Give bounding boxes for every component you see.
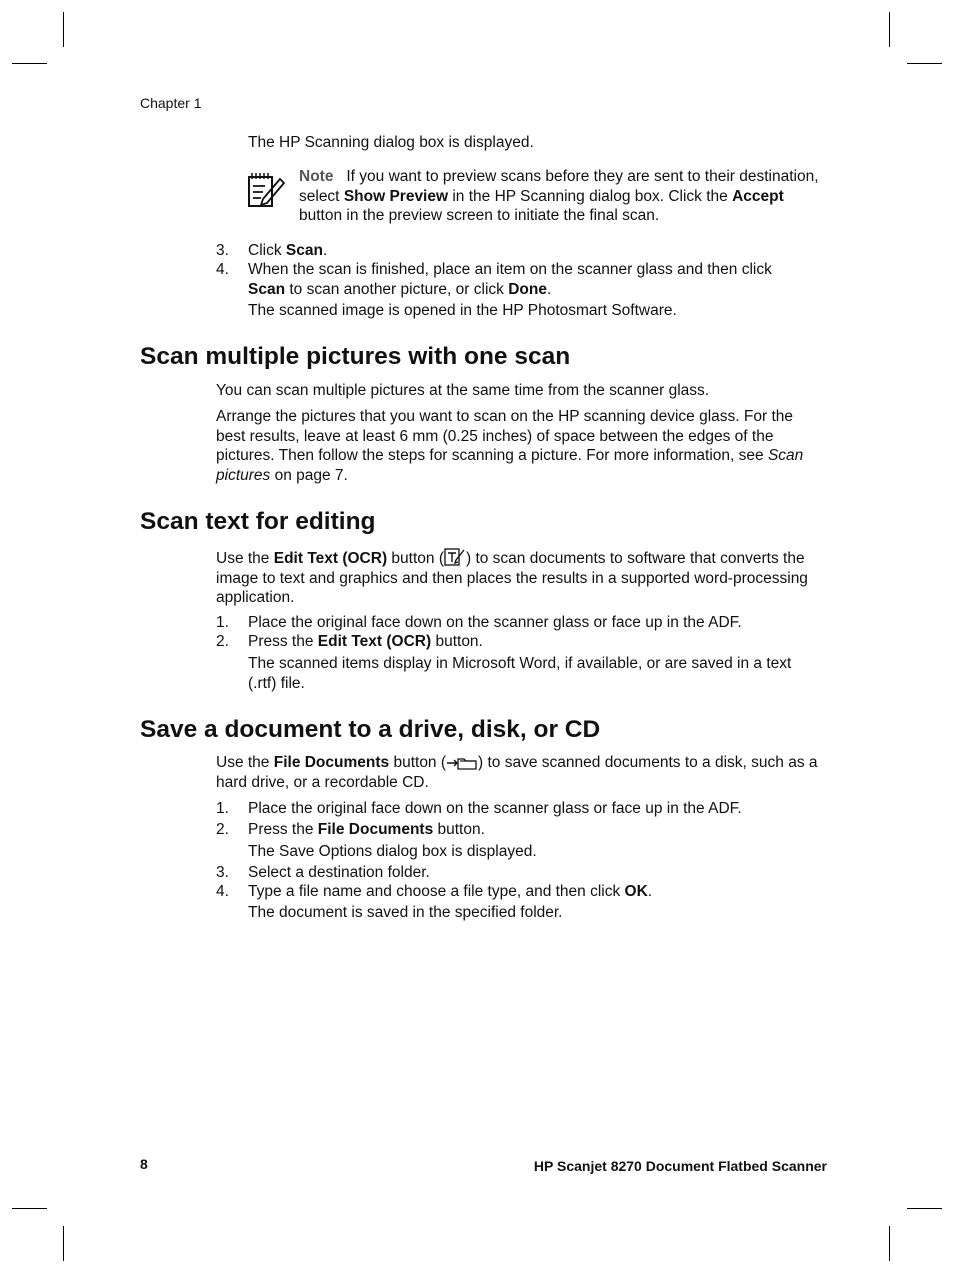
section-heading: Scan text for editing <box>140 508 376 535</box>
crop-mark <box>907 63 942 64</box>
crop-mark <box>63 1226 64 1261</box>
step-result: The document is saved in the specified folder. <box>248 904 563 921</box>
note-icon <box>247 170 287 210</box>
footer-title: HP Scanjet 8270 Document Flatbed Scanner <box>533 1158 827 1174</box>
step-result: The scanned items display in Microsoft Word, if available, or are saved in a text (.rtf) file. <box>248 655 792 692</box>
crop-mark <box>889 12 890 47</box>
step-result: The Save Options dialog box is displayed. <box>248 843 537 860</box>
crop-mark <box>63 12 64 47</box>
note-text: Note If you want to preview scans before they are sent to their destination, select Show Preview in the HP Scanning dialog box. Click the Accept button in the preview screen to initiate the final scan. <box>299 168 819 224</box>
crop-mark <box>12 63 47 64</box>
edit-text-ocr-icon <box>444 548 466 566</box>
step-text: Select a destination folder. <box>248 864 430 881</box>
step-number: 4. <box>216 261 229 278</box>
step-number: 2. <box>216 633 229 650</box>
step-result: The scanned image is opened in the HP Photosmart Software. <box>248 302 677 319</box>
paragraph: Use the Edit Text (OCR) button ( ) to scan documents to software that converts the image to text and graphics and then places the results in a supported word-processing application. <box>216 550 808 606</box>
paragraph: Use the File Documents button ( ) to save scanned documents to a disk, such as a hard drive, or a recordable CD. <box>216 754 818 791</box>
step-text: Press the Edit Text (OCR) button. <box>248 633 483 650</box>
section-heading: Scan multiple pictures with one scan <box>140 343 571 370</box>
crop-mark <box>907 1208 942 1209</box>
paragraph: You can scan multiple pictures at the same time from the scanner glass. <box>216 382 710 399</box>
file-documents-icon <box>446 754 478 770</box>
step-text: Type a file name and choose a file type, and then click OK. <box>248 883 653 900</box>
step-text: Place the original face down on the scanner glass or face up in the ADF. <box>248 614 742 631</box>
page-number: 8 <box>140 1156 148 1172</box>
step-number: 3. <box>216 242 229 259</box>
note-label: Note <box>299 168 334 185</box>
step-text: Press the File Documents button. <box>248 821 485 838</box>
step-number: 3. <box>216 864 229 881</box>
step-number: 1. <box>216 614 229 631</box>
step-text: When the scan is finished, place an item on the scanner glass and then click Scan to scan another picture, or click Done. <box>248 261 772 298</box>
step-number: 1. <box>216 800 229 817</box>
crop-mark <box>889 1226 890 1261</box>
paragraph: Arrange the pictures that you want to scan on the HP scanning device glass. For the best results, leave at least 6 mm (0.25 inches) of space between the edges of the pictures. Then follow the steps for scanning a picture. For more information, see Scan pictures on page 7. <box>216 408 804 484</box>
chapter-header: Chapter 1 <box>140 95 202 111</box>
step-text: Place the original face down on the scanner glass or face up in the ADF. <box>248 800 742 817</box>
crop-mark <box>12 1208 47 1209</box>
step-number: 2. <box>216 821 229 838</box>
section-heading: Save a document to a drive, disk, or CD <box>140 716 601 743</box>
step-text: Click Scan. <box>248 242 328 259</box>
step-number: 4. <box>216 883 229 900</box>
dialog-displayed-text: The HP Scanning dialog box is displayed. <box>248 134 534 151</box>
